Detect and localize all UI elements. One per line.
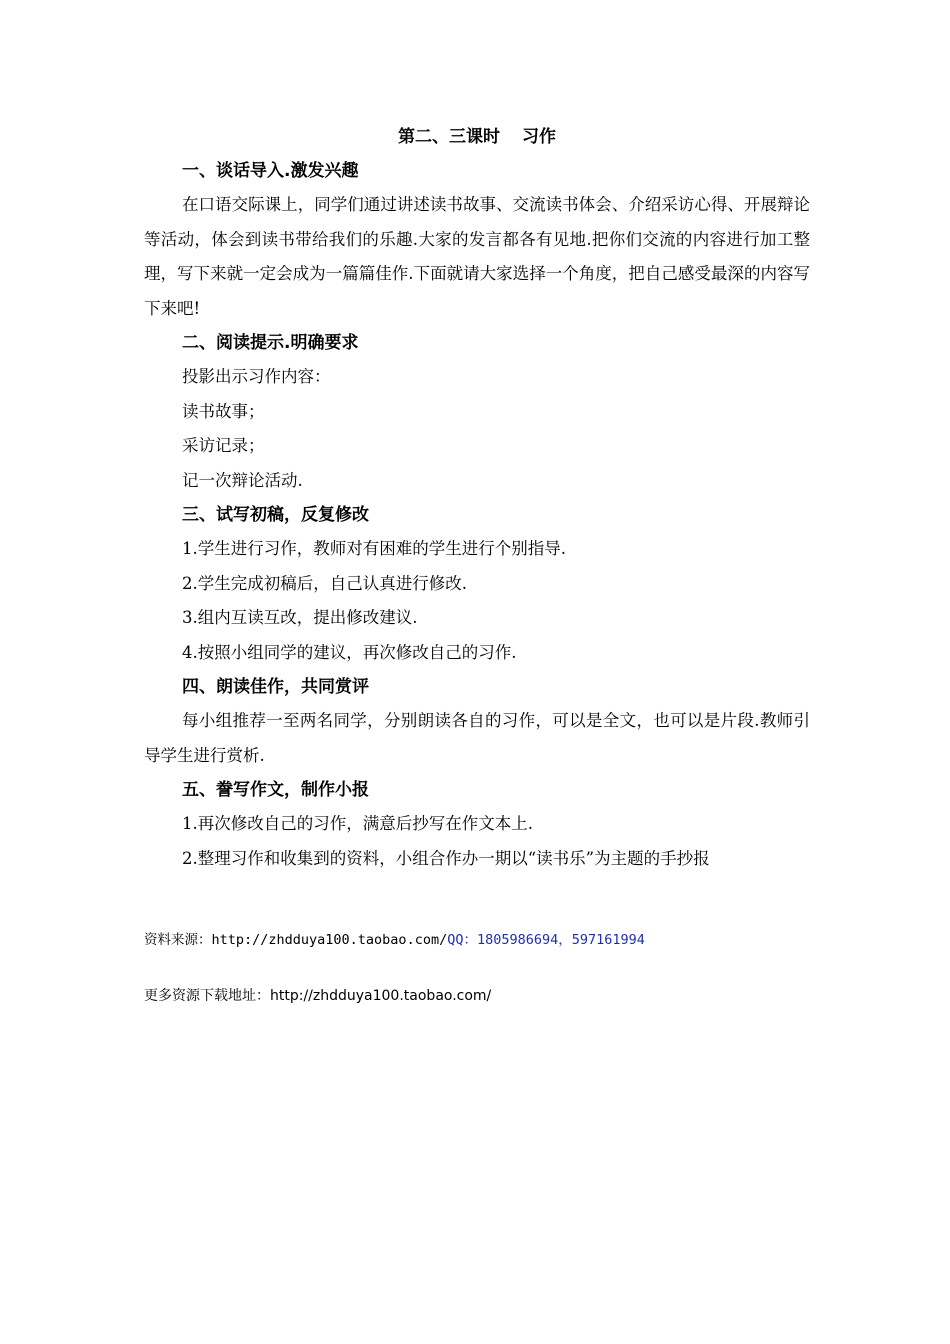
document-body [144,120,810,876]
section-heading-5: 五、誊写作文，制作小报 [182,780,369,800]
section-3-line: 3.组内互读互改，提出修改建议. [182,608,418,627]
section-2-line: 采访记录； [182,436,265,455]
page-title [144,120,810,154]
section-3-line: 4.按照小组同学的建议，再次修改自己的习作. [182,642,517,662]
source-label: 资料来源：http://zhdduya100.taobao.com/ [144,932,448,948]
section-2-line: 投影出示习作内容： [182,367,331,386]
section-heading-2: 二、阅读提示.明确要求 [182,333,359,353]
download-footer: 更多资源下载地址：http://zhdduya100.taobao.com/ [144,988,492,1004]
section-2-line: 读书故事； [182,401,265,421]
qq-label: QQ：1805986694，597161994 [447,932,645,948]
section-2-line: 记一次辩论活动. [182,470,303,490]
section-1-paragraph: 在口语交际课上，同学们通过讲述读书故事、交流读书体会、介绍采访心得、开展辩论等活动，体会到读书带给我们的乐趣.大家的发言都各有见地.把你们交流的内容进行加工整理，写下来就一定会成为一篇篇佳作.下面就请大家选择一个角度，把自己感受最深的内容写下来吧! [144,195,810,318]
section-heading-4: 四、朗读佳作，共同赏评 [182,677,369,697]
section-3-line: 1.学生进行习作，教师对有困难的学生进行个别指导. [182,539,566,558]
section-heading-3: 三、试写初稿，反复修改 [182,505,369,525]
section-4-paragraph: 每小组推荐一至两名同学，分别朗读各自的习作，可以是全文，也可以是片段.教师引导学生进行赏析. [144,711,810,765]
section-3-line: 2.学生完成初稿后，自己认真进行修改. [182,573,467,593]
title-main: 第二、三课时 [398,127,500,147]
section-5-line: 2.整理习作和收集到的资料，小组合作办一期以“读书乐”为主题的手抄报 [182,848,710,868]
source-footer [144,928,645,952]
section-5-line: 1.再次修改自己的习作，满意后抄写在作文本上. [182,814,533,833]
title-sub: 习作 [522,127,556,147]
section-heading-1: 一、谈话导入.激发兴趣 [182,161,359,181]
